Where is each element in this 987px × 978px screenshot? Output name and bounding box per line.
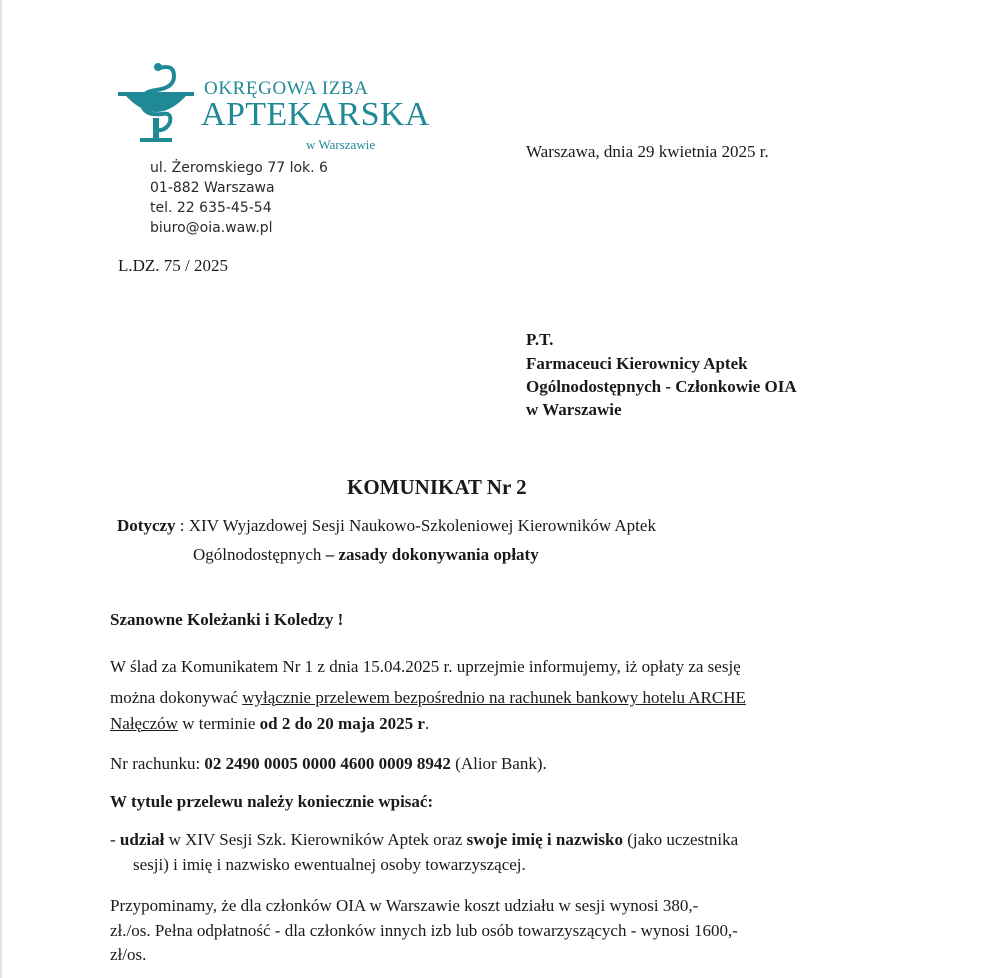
letter-date: Warszawa, dnia 29 kwietnia 2025 r.	[526, 142, 769, 161]
bullet-bold1: udział	[119, 830, 165, 849]
subject-line2	[193, 545, 539, 565]
subject-text-bold: – zasady dokonywania opłaty	[325, 545, 539, 564]
greeting: Szanowne Koleżanki i Koledzy !	[110, 610, 344, 629]
recipient-line1: P.T.	[526, 330, 554, 349]
para1-line1: W ślad za Komunikatem Nr 1 z dnia 15.04.2025 r. uprzejmie informujemy, iż opłaty za sesję	[110, 657, 741, 676]
bullet-bold2: swoje imię i nazwisko	[466, 830, 623, 849]
subject-line1	[117, 516, 656, 536]
caduceus-bowl-icon	[116, 58, 196, 153]
document-title: KOMUNIKAT Nr 2	[347, 475, 527, 499]
transfer-title-heading: W tytule przelewu należy koniecznie wpisać:	[110, 792, 434, 811]
reference-number: L.DZ. 75 / 2025	[118, 256, 229, 275]
reminder-line2: zł./os. Pełna odpłatność - dla członków innych izb lub osób towarzyszących - wynosi 1600,-	[110, 921, 738, 940]
reminder-line1: Przypominamy, że dla członków OIA w Warszawie koszt udziału w sesji wynosi 380,-	[110, 896, 699, 915]
bank-account	[110, 754, 547, 774]
para1-line3	[110, 714, 429, 734]
bank-name: (Alior Bank).	[450, 754, 547, 773]
logo-text-line2: APTEKARSKA	[201, 96, 430, 133]
address-street: ul. Żeromskiego 77 lok. 6	[150, 160, 328, 176]
para1-line2-text: można dokonywać	[110, 688, 243, 707]
subject-label: Dotyczy	[117, 516, 176, 535]
para1-line3-underlined: Nałęczów	[110, 714, 178, 733]
para1-deadline: od 2 do 20 maja 2025 r	[259, 714, 425, 733]
address-phone: tel. 22 635-45-54	[150, 200, 272, 216]
subject-separator: :	[175, 516, 189, 535]
para1-line2	[110, 688, 746, 708]
address-email: biuro@oia.waw.pl	[150, 220, 273, 236]
bank-account-number: 02 2490 0005 0000 4600 0009 8942	[204, 754, 451, 773]
bullet-prefix: -	[110, 830, 120, 849]
para1-line3-text: w terminie	[177, 714, 260, 733]
reminder-line3: zł/os.	[110, 945, 147, 964]
oia-logo	[116, 58, 430, 158]
bullet-text2: (jako uczestnika	[622, 830, 739, 849]
logo-text-line3: w Warszawie	[306, 137, 376, 152]
bullet-text1: w XIV Sesji Szk. Kierowników Aptek oraz	[164, 830, 467, 849]
recipient-line4: w Warszawie	[526, 400, 622, 419]
recipient-line2: Farmaceuci Kierownicy Aptek	[526, 354, 748, 373]
subject-text-line1: XIV Wyjazdowej Sesji Naukowo-Szkoleniowej Kierowników Aptek	[188, 516, 656, 535]
subject-text-line2: Ogólnodostępnych	[193, 545, 326, 564]
address-city: 01-882 Warszawa	[150, 180, 275, 196]
bullet-line2: sesji) i imię i nazwisko ewentualnej osoby towarzyszącej.	[133, 855, 526, 874]
para1-line3-end: .	[424, 714, 430, 733]
bank-account-label: Nr rachunku:	[110, 754, 205, 773]
recipient-line3: Ogólnodostępnych - Członkowie OIA	[526, 377, 797, 396]
logo-text-line1: OKRĘGOWA IZBA	[204, 78, 369, 99]
page-left-edge	[0, 0, 2, 978]
para1-line2-underlined: wyłącznie przelewem bezpośrednio na rachunek bankowy hotelu ARCHE	[242, 688, 746, 707]
bullet-line1	[110, 830, 738, 850]
